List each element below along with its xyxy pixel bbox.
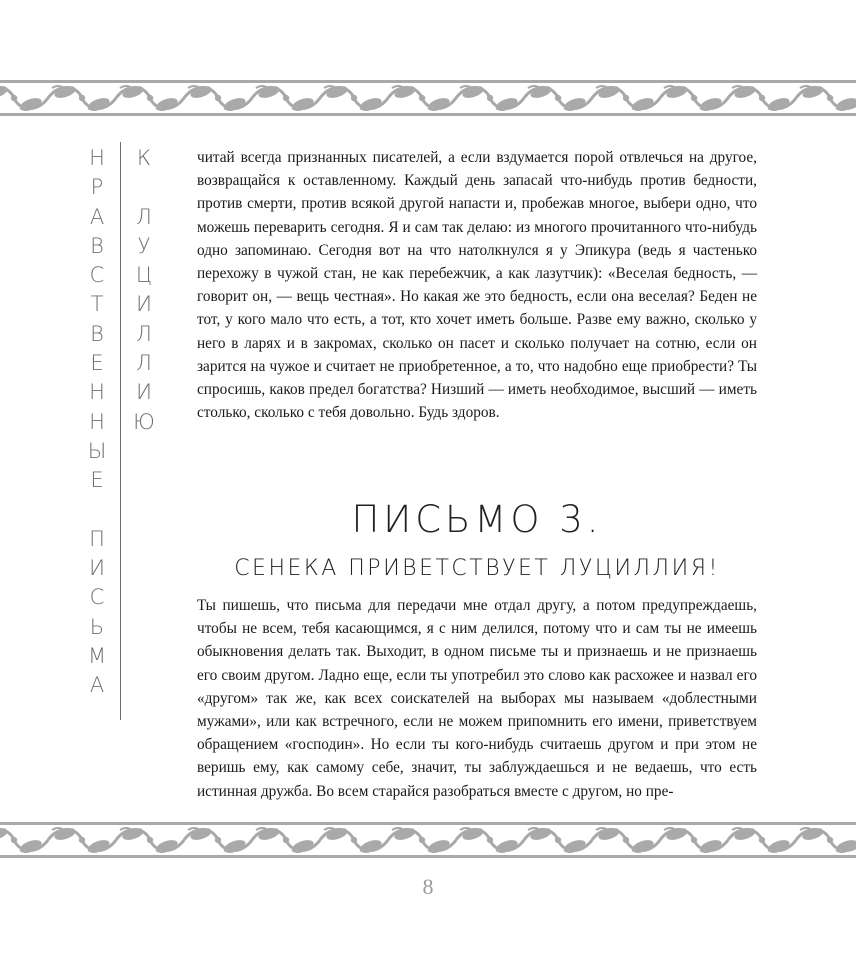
ornament-pattern — [0, 76, 856, 120]
sidebar-letter: А — [89, 204, 105, 229]
sidebar-letter: С — [89, 263, 105, 288]
ornament-border-bottom — [0, 818, 856, 862]
sidebar-letter: И — [136, 380, 152, 405]
sidebar-letter — [94, 496, 101, 525]
sidebar-letter: Ы — [87, 438, 107, 463]
ornament-border-top — [0, 76, 856, 120]
sidebar-letter: С — [89, 585, 105, 610]
sidebar-letter: Е — [90, 468, 104, 493]
sidebar-letter: П — [89, 526, 105, 551]
sidebar-subtitle-column — [131, 144, 157, 437]
sidebar-letter: К — [136, 146, 152, 170]
sidebar-letter: Р — [90, 175, 104, 200]
sidebar-letter: Ю — [133, 409, 155, 434]
sidebar-letter: А — [89, 673, 105, 698]
sidebar-title-column — [84, 144, 110, 701]
sidebar-divider — [120, 142, 121, 720]
sidebar-letter: Ь — [89, 614, 105, 639]
sidebar-letter: М — [87, 644, 107, 669]
sidebar-letter: И — [89, 556, 105, 581]
sidebar-letter: И — [136, 292, 152, 317]
sidebar-letter: Л — [136, 351, 152, 376]
page-number: 8 — [422, 874, 434, 899]
body-paragraph-1: читай всегда признанных писателей, а если вздумается порой отвлечься на другое, возвращайся к оставленному. Каждый день запасай что-нибудь против бедности, против смерти, против всякой другой напасти и, пробежав многое, выбери одно, что можешь переварить сегодня. Я и сам так делаю: из многого прочитанного что-нибудь одно запоминаю. Сегодня вот на что натолкнулся я у Эпикура (ведь я частенько перехожу в чужой стан, не как перебежчик, а как лазутчик): «Веселая бедность, — говорит он, — вещь честная». Но какая же это бедность, если она веселая? Беден не тот, у кого мало что есть, а тот, кто хочет иметь больше. Разве ему важно, сколько у него в ларях и в закромах, сколько он пасет и сколько получает на сотню, если он зарится на чужое и считает не приобретенное, а то, что надобно еще приобрести? Ты спросишь, каков предел богатства? Низший — иметь необходимое, высший — иметь столько, сколько с тебя довольно. Будь здоров. — [197, 149, 757, 422]
letter-title: ПИСЬМО 3. — [351, 498, 603, 541]
sidebar-letter: Ц — [135, 263, 153, 288]
sidebar-letter: Е — [90, 351, 104, 376]
sidebar-letter: Н — [89, 146, 105, 170]
sidebar-letter: В — [90, 233, 104, 258]
sidebar-letter: Т — [90, 292, 104, 317]
sidebar-letter: Н — [89, 380, 105, 405]
sidebar-letter: В — [90, 321, 104, 346]
sidebar-letter: Н — [89, 409, 105, 434]
sidebar-letter: Л — [136, 204, 152, 229]
ornament-pattern — [0, 818, 856, 862]
sidebar-letter — [141, 173, 148, 202]
sidebar-letter: У — [137, 233, 151, 258]
sidebar-letter: Л — [136, 321, 152, 346]
letter-subtitle: СЕНЕКА ПРИВЕТСТВУЕТ ЛУЦИЛЛИЯ! — [234, 556, 720, 581]
body-paragraph-2: Ты пишешь, что письма для передачи мне отдал другу, а потом предупреждаешь, чтобы не всем, тебя касающимся, я с ним делился, потому что и сам ты не имеешь обыкновения делать так. Выходит, в одном письме ты и признаешь и не признаешь его своим другом. Ладно еще, если ты употребил это слово как расхожее и назвал его «другом» так же, как всех соискателей на выборах мы называем «доблестными мужами», или как встречного, если не можем припомнить его имени, приветствуем обращением «господин». Но если ты кого-нибудь считаешь другом и при этом не веришь ему, как самому себе, значит, ты заблуждаешься и не ведаешь, что есть истинная дружба. Во всем старайся разобраться вместе с другом, но пре- — [197, 597, 757, 800]
